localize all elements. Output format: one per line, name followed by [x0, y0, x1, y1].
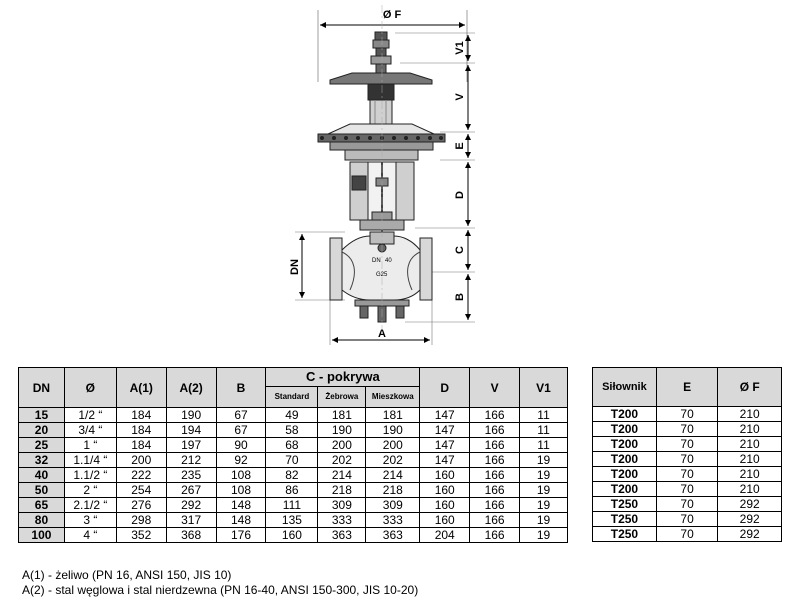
table-row — [593, 452, 782, 467]
cell-f: 210 — [718, 422, 782, 437]
cell-dn: 80 — [19, 513, 65, 528]
actuator-table — [592, 367, 782, 542]
cell-act: T200 — [593, 437, 657, 452]
table-row — [19, 513, 568, 528]
cell-c-zeb: 214 — [318, 468, 366, 483]
cell-d: 160 — [420, 483, 470, 498]
cell-v1: 19 — [520, 453, 568, 468]
cell-act: T200 — [593, 482, 657, 497]
cell-c-zeb: 190 — [318, 423, 366, 438]
cell-dn: 40 — [19, 468, 65, 483]
cell-c-std: 86 — [266, 483, 318, 498]
cell-act: T250 — [593, 527, 657, 542]
cell-phi: 2 “ — [64, 483, 116, 498]
dim-dn-label: DN — [289, 259, 301, 275]
cell-f: 292 — [718, 512, 782, 527]
cell-dn: 25 — [19, 438, 65, 453]
col-c-zebrowa: Żebrowa — [318, 387, 366, 408]
cell-b: 92 — [216, 453, 266, 468]
col-a1: A(1) — [116, 368, 166, 408]
cell-a1: 276 — [116, 498, 166, 513]
cell-v1: 11 — [520, 423, 568, 438]
cell-b: 108 — [216, 483, 266, 498]
cell-c-zeb: 333 — [318, 513, 366, 528]
cell-b: 90 — [216, 438, 266, 453]
cell-f: 210 — [718, 407, 782, 422]
cell-a1: 184 — [116, 408, 166, 423]
table-row — [19, 438, 568, 453]
cell-phi: 2.1/2 “ — [64, 498, 116, 513]
cell-f: 210 — [718, 437, 782, 452]
cell-v1: 19 — [520, 468, 568, 483]
col-e: E — [656, 368, 718, 407]
cell-c-mie: 190 — [366, 423, 420, 438]
dim-e-label: E — [454, 142, 466, 150]
col-f: Ø F — [718, 368, 782, 407]
cell-c-mie: 218 — [366, 483, 420, 498]
cell-a1: 222 — [116, 468, 166, 483]
cell-v: 166 — [470, 513, 520, 528]
dim-v1-label: V1 — [454, 41, 466, 55]
cell-c-mie: 333 — [366, 513, 420, 528]
cell-c-mie: 200 — [366, 438, 420, 453]
cell-v1: 19 — [520, 513, 568, 528]
col-phi: Ø — [64, 368, 116, 408]
cell-c-mie: 363 — [366, 528, 420, 543]
note-a1: A(1) - żeliwo (PN 16, ANSI 150, JIS 10) — [22, 568, 232, 582]
cell-c-zeb: 218 — [318, 483, 366, 498]
cell-a2: 235 — [166, 468, 216, 483]
cell-d: 147 — [420, 423, 470, 438]
cell-act: T200 — [593, 467, 657, 482]
cell-e: 70 — [656, 407, 718, 422]
cell-v: 166 — [470, 438, 520, 453]
cell-v1: 11 — [520, 408, 568, 423]
cell-b: 67 — [216, 423, 266, 438]
cell-e: 70 — [656, 497, 718, 512]
valve-mark-size: 40 — [385, 258, 392, 264]
table-row — [19, 483, 568, 498]
cell-c-std: 68 — [266, 438, 318, 453]
cell-phi: 1.1/2 “ — [64, 468, 116, 483]
cell-a1: 184 — [116, 438, 166, 453]
dim-c-label: C — [454, 246, 466, 254]
cell-c-zeb: 181 — [318, 408, 366, 423]
cell-phi: 1.1/4 “ — [64, 453, 116, 468]
cell-e: 70 — [656, 482, 718, 497]
cell-c-std: 160 — [266, 528, 318, 543]
note-a2: A(2) - stal węglowa i stal nierdzewna (PN 16-40, ANSI 150-300, JIS 10-20) — [22, 583, 419, 597]
cell-f: 210 — [718, 482, 782, 497]
col-silownik: Siłownik — [593, 368, 657, 407]
cell-e: 70 — [656, 422, 718, 437]
cell-phi: 1/2 “ — [64, 408, 116, 423]
col-v: V — [470, 368, 520, 408]
table-row — [19, 468, 568, 483]
cell-phi: 3/4 “ — [64, 423, 116, 438]
cell-e: 70 — [656, 512, 718, 527]
col-v1: V1 — [520, 368, 568, 408]
table-row — [593, 482, 782, 497]
cell-f: 292 — [718, 497, 782, 512]
table-row — [593, 422, 782, 437]
cell-v1: 19 — [520, 483, 568, 498]
cell-a2: 194 — [166, 423, 216, 438]
cell-dn: 50 — [19, 483, 65, 498]
col-b: B — [216, 368, 266, 408]
cell-b: 67 — [216, 408, 266, 423]
cell-c-std: 70 — [266, 453, 318, 468]
cell-d: 160 — [420, 513, 470, 528]
cell-a2: 317 — [166, 513, 216, 528]
dim-b-label: B — [454, 293, 466, 301]
cell-e: 70 — [656, 527, 718, 542]
cell-a1: 352 — [116, 528, 166, 543]
col-c-standard: Standard — [266, 387, 318, 408]
cell-dn: 20 — [19, 423, 65, 438]
cell-dn: 65 — [19, 498, 65, 513]
dim-d-label: D — [454, 191, 466, 199]
cell-v: 166 — [470, 468, 520, 483]
cell-act: T200 — [593, 452, 657, 467]
cell-d: 147 — [420, 453, 470, 468]
cell-c-std: 135 — [266, 513, 318, 528]
cell-d: 147 — [420, 438, 470, 453]
cell-a1: 298 — [116, 513, 166, 528]
cell-c-std: 82 — [266, 468, 318, 483]
cell-a2: 267 — [166, 483, 216, 498]
table-row — [593, 407, 782, 422]
cell-b: 108 — [216, 468, 266, 483]
table-row — [593, 467, 782, 482]
dim-f — [318, 9, 467, 82]
cell-phi: 4 “ — [64, 528, 116, 543]
col-a2: A(2) — [166, 368, 216, 408]
cell-a1: 184 — [116, 423, 166, 438]
cell-d: 204 — [420, 528, 470, 543]
actuator — [318, 32, 445, 160]
table-row — [593, 437, 782, 452]
table-row — [593, 527, 782, 542]
cell-c-std: 49 — [266, 408, 318, 423]
dim-f-label: Ø F — [382, 9, 402, 21]
col-c-group: C - pokrywa — [266, 368, 420, 387]
dimensions-table — [18, 367, 568, 543]
cell-dn: 15 — [19, 408, 65, 423]
cell-act: T250 — [593, 497, 657, 512]
cell-a1: 254 — [116, 483, 166, 498]
valve-mark-material: G25 — [376, 272, 388, 278]
cell-v: 166 — [470, 483, 520, 498]
dim-a-label: A — [378, 328, 386, 340]
cell-v1: 19 — [520, 528, 568, 543]
cell-f: 210 — [718, 467, 782, 482]
cell-b: 148 — [216, 498, 266, 513]
table-row — [593, 497, 782, 512]
cell-c-mie: 181 — [366, 408, 420, 423]
cell-b: 148 — [216, 513, 266, 528]
table-row — [19, 528, 568, 543]
cell-v: 166 — [470, 528, 520, 543]
cell-v1: 19 — [520, 498, 568, 513]
cell-v: 166 — [470, 453, 520, 468]
cell-c-std: 111 — [266, 498, 318, 513]
cell-a1: 200 — [116, 453, 166, 468]
cell-c-zeb: 202 — [318, 453, 366, 468]
cell-act: T200 — [593, 407, 657, 422]
table-row — [19, 498, 568, 513]
cell-b: 176 — [216, 528, 266, 543]
cell-e: 70 — [656, 437, 718, 452]
cell-a2: 292 — [166, 498, 216, 513]
cell-c-mie: 202 — [366, 453, 420, 468]
table-row — [19, 408, 568, 423]
cell-v: 166 — [470, 498, 520, 513]
cell-a2: 212 — [166, 453, 216, 468]
table-row — [593, 512, 782, 527]
cell-dn: 100 — [19, 528, 65, 543]
table-row — [19, 453, 568, 468]
cell-c-std: 58 — [266, 423, 318, 438]
cell-c-mie: 309 — [366, 498, 420, 513]
cell-a2: 368 — [166, 528, 216, 543]
cell-c-zeb: 363 — [318, 528, 366, 543]
cell-v1: 11 — [520, 438, 568, 453]
cell-e: 70 — [656, 452, 718, 467]
cell-phi: 3 “ — [64, 513, 116, 528]
col-d: D — [420, 368, 470, 408]
valve-mark-dn: DN — [372, 258, 381, 264]
cell-f: 292 — [718, 527, 782, 542]
cell-act: T250 — [593, 512, 657, 527]
cell-c-zeb: 309 — [318, 498, 366, 513]
cell-e: 70 — [656, 467, 718, 482]
col-c-mieszkowa: Mieszkowa — [366, 387, 420, 408]
dim-v-label: V — [454, 93, 466, 101]
cell-a2: 197 — [166, 438, 216, 453]
cell-dn: 32 — [19, 453, 65, 468]
cell-d: 160 — [420, 498, 470, 513]
cell-v: 166 — [470, 423, 520, 438]
cell-f: 210 — [718, 452, 782, 467]
cell-d: 147 — [420, 408, 470, 423]
cell-act: T200 — [593, 422, 657, 437]
col-dn: DN — [19, 368, 65, 408]
cell-a2: 190 — [166, 408, 216, 423]
cell-c-zeb: 200 — [318, 438, 366, 453]
table-row — [19, 423, 568, 438]
cell-phi: 1 “ — [64, 438, 116, 453]
cell-d: 160 — [420, 468, 470, 483]
cell-c-mie: 214 — [366, 468, 420, 483]
cell-v: 166 — [470, 408, 520, 423]
